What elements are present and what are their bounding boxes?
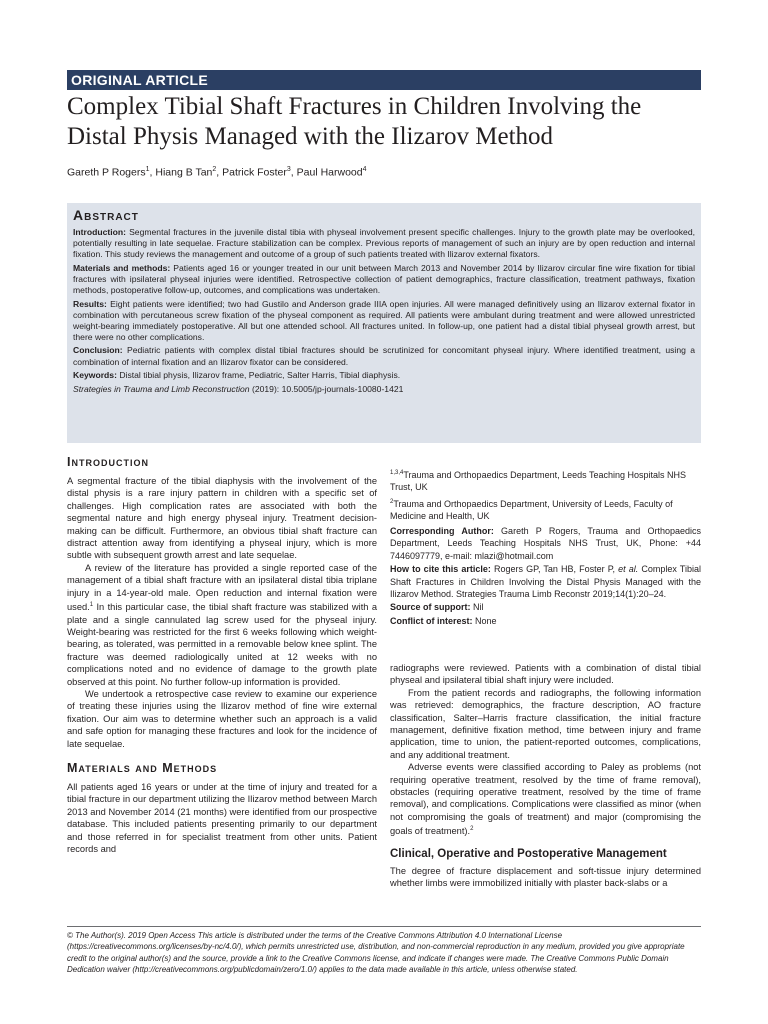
abstract-text: Eight patients were identified; two had Gustilo and Anderson grade IIIA open injuries. All were managed definitively using an Ilizarov external fixator in combination with percutaneous screw fixation of the physeal component as required. All patients were ambulant during treatment and were allowed unrestricted weight-bearing immediately postoperative. All but one attended school. All fractures united. In follow-up, one patient had a distal tibial physeal growth arrest, but there were no other complications. xyxy=(73,298,695,342)
meta-text: None xyxy=(472,615,497,626)
reference-sup: 1 xyxy=(89,602,94,609)
citation-journal: Strategies in Trauma and Limb Reconstruction xyxy=(73,383,250,394)
article-title: Complex Tibial Shaft Fractures in Children Involving the Distal Physis Managed with the Ilizarov Method xyxy=(67,93,642,150)
meta-text: Rogers GP, Tan HB, Foster P, xyxy=(490,564,619,575)
methods-paragraph: From the patient records and radiographs, the following information was retrieved: demographics, the fracture description, AO fracture classification, Salter–Harris fracture classification, the initial fracture management, definitive fixation method, time between injury and frame application, time to union, the patient-reported outcomes, complications, and any additional treatment. xyxy=(390,687,701,760)
meta-label: Conflict of interest: xyxy=(390,615,473,626)
abstract-text: Segmental fractures in the juvenile distal tibia with physeal involvement present specific challenges. Injury to the growth plate may be overlooked, potentially resulting in late sequelae. Fracture stabilization can be complex. Previous reports of management of such an injury are by open reduction and internal fixation. This study reviews the management and outcome of a group of such patients treated with Ilizarov external fixators. xyxy=(73,227,695,260)
meta-text: et al. xyxy=(618,564,639,575)
methods-paragraph xyxy=(390,761,701,838)
meta-text: Complex Tibial Shaft Fractures in Children Involving the Distal Physis Managed with the Ilizarov Method. Strategies Trauma Limb Reconstr 2019;14(1):20–24. xyxy=(390,564,701,600)
meta-label: Corresponding Author: xyxy=(390,526,494,536)
author-name: Paul Harwood xyxy=(296,166,363,179)
source-of-support xyxy=(390,601,701,613)
methods-heading: Materials and Methods xyxy=(67,761,218,776)
affiliation-sup: 1,3,4 xyxy=(390,470,404,476)
abstract-introduction xyxy=(73,227,695,260)
abstract-label: Conclusion: xyxy=(73,345,123,356)
methods-paragraph: All patients aged 16 years or under at the time of injury and treated for a tibial fracture in our department utilizing the Ilizarov method between March 2013 and November 2014 (21 months) were identified from our prospective database. This included patients presenting primarily to our department and those referred in for specialist treatment from other units. Patient records and xyxy=(67,782,377,855)
affiliation-sup: 2 xyxy=(390,499,394,505)
meta-text: Nil xyxy=(470,602,484,613)
author-name: Hiang B Tan xyxy=(155,166,213,179)
introduction-heading: Introduction xyxy=(67,455,149,469)
author-name: Patrick Foster xyxy=(222,166,287,179)
license-notice: © The Author(s). 2019 Open Access This article is distributed under the terms of the Creative Commons Attribution 4.0 International License (https://creativecommons.org/licenses/by-nc/4.0/), which permits unrestricted use, distribution, and non-commercial reproduction in any medium, provided you give appropriate credit to the original author(s) and the source, provide a link to the Creative Commons license, and indicate if changes were made. The Creative Commons Public Domain Dedication waiver (http://creativecommons.org/publicdomain/zero/1.0/) applies to the data made available in this article, unless otherwise stated. xyxy=(67,931,685,975)
abstract-label: Results: xyxy=(73,298,107,309)
left-column xyxy=(67,452,377,855)
methods-paragraph: radiographs were reviewed. Patients with a combination of distal tibial physeal and ipsilateral tibial shaft injury were included. xyxy=(390,663,701,686)
article-type-banner: ORIGINAL ARTICLE xyxy=(67,70,701,90)
affiliation xyxy=(390,467,701,493)
paragraph-text: Adverse events were classified according to Paley as problems (not requiring operative treatment, resolved by the time of frame removal), obstacles (requiring operative treatment, resolved by the time of frame removal), and complications. Complications were classified as minor (when not compromising the goals of treatment) and major (compromising the goals of treatment). xyxy=(390,762,701,837)
abstract-results xyxy=(73,299,695,343)
paragraph-text: A review of the literature has provided a single reported case of the management of a tibial shaft fracture with an ipsilateral distal tibia triplane injury in a 14-year-old male. Open reduction and internal fixation were used. xyxy=(67,562,377,613)
abstract-keywords xyxy=(73,370,695,381)
author-sup: 4 xyxy=(362,166,367,173)
author-sup: 3 xyxy=(286,166,291,173)
right-column xyxy=(390,662,701,890)
abstract-citation xyxy=(73,384,695,395)
introduction-paragraph xyxy=(67,562,377,688)
how-to-cite xyxy=(390,563,701,600)
abstract-box xyxy=(67,203,701,443)
author-sup: 2 xyxy=(212,166,217,173)
abstract-heading: Abstract xyxy=(73,207,139,223)
affiliation-text: Trauma and Orthopaedics Department, Leeds Teaching Hospitals NHS Trust, UK xyxy=(390,470,687,492)
author-list: Gareth P Rogers$^1$, Hiang B Tan$^2$, Patrick Foster$^3$, Paul Harwood$^4$ xyxy=(67,166,367,179)
abstract-text: Pediatric patients with complex distal tibial fractures should be scrutinized for concomitant physeal injury. Where identified treatment, using a combination of internal fixation and an Ilizarov fixator can be considered. xyxy=(73,345,695,367)
abstract-text: Distal tibial physis, Ilizarov frame, Pediatric, Salter Harris, Tibial diaphysis. xyxy=(119,370,401,381)
introduction-paragraph: A segmental fracture of the tibial diaphysis with the involvement of the distal physis is a rare injury pattern in children with a specific set of challenges. High complication rates are associated with both the segmental nature and high energy physeal injury. Treatment decision-making can be difficult. Furthermore, an obvious tibial shaft fracture can distract attention away from identifying a physeal injury, which is more subtle with subsequent growth arrest and late sequelae. xyxy=(67,476,377,561)
author-sup: 1 xyxy=(145,166,150,173)
affiliation xyxy=(390,496,701,522)
article-info-block xyxy=(390,467,701,628)
reference-sup: 2 xyxy=(470,826,474,833)
conflict-of-interest xyxy=(390,615,701,627)
meta-text: Gareth P Rogers, Trauma and Orthopaedics Department, Leeds Teaching Hospitals NHS Trust, UK, Phone: +44 7446097779, e-mail: mlazi@hotmail.com xyxy=(390,526,701,561)
abstract-label: Introduction: xyxy=(73,227,126,237)
abstract-label: Keywords: xyxy=(73,370,117,381)
author-name: Gareth P Rogers xyxy=(67,166,146,179)
abstract-label: Materials and methods: xyxy=(73,262,171,273)
footer-divider xyxy=(67,926,701,927)
citation-doi: (2019): 10.5005/jp-journals-10080-1421 xyxy=(249,383,404,394)
meta-label: Source of support: xyxy=(390,602,471,613)
abstract-conclusion xyxy=(73,345,695,367)
paragraph-text: In this particular case, the tibial shaft fracture was stabilized with a plate and a single cannulated lag screw used for the physeal injury. Weight-bearing was restricted for the first 6 weeks following which weight-bearing, as tolerated, was permitted in a removable below knee splint. The fracture was deemed radiologically united at 12 weeks with no complications noted and no evidence of damage to the growth plate observed at this point. No further follow-up information is provided. xyxy=(67,602,377,687)
corresponding-author xyxy=(390,525,701,562)
affiliation-text: Trauma and Orthopaedics Department, University of Leeds, Faculty of Medicine and Health, UK xyxy=(390,499,673,521)
abstract-text: Patients aged 16 or younger treated in our unit between March 2013 and November 2014 by Ilizarov circular fine wire fixation for tibial fractures with ipsilateral physeal injuries were identified. Retrospective collection of patient demographics, fracture classification, treatment pathways, fixation methods, postoperative follow-up, outcomes, and complications was undertaken. xyxy=(73,262,696,295)
subsection-heading: Clinical, Operative and Postoperative Management xyxy=(390,847,667,860)
management-paragraph: The degree of fracture displacement and soft-tissue injury determined whether limbs were immobilized initially with plaster back-slabs or a xyxy=(390,865,701,889)
meta-label: How to cite this article: xyxy=(390,564,491,575)
introduction-paragraph: We undertook a retrospective case review to examine our experience of treating these injuries using the Ilizarov method of fine wire external fixation. Our aim was to determine whether such an approach is a valid and safe option for managing these fractures and look for the incidence of late sequelae. xyxy=(67,689,377,749)
abstract-methods xyxy=(73,263,695,296)
